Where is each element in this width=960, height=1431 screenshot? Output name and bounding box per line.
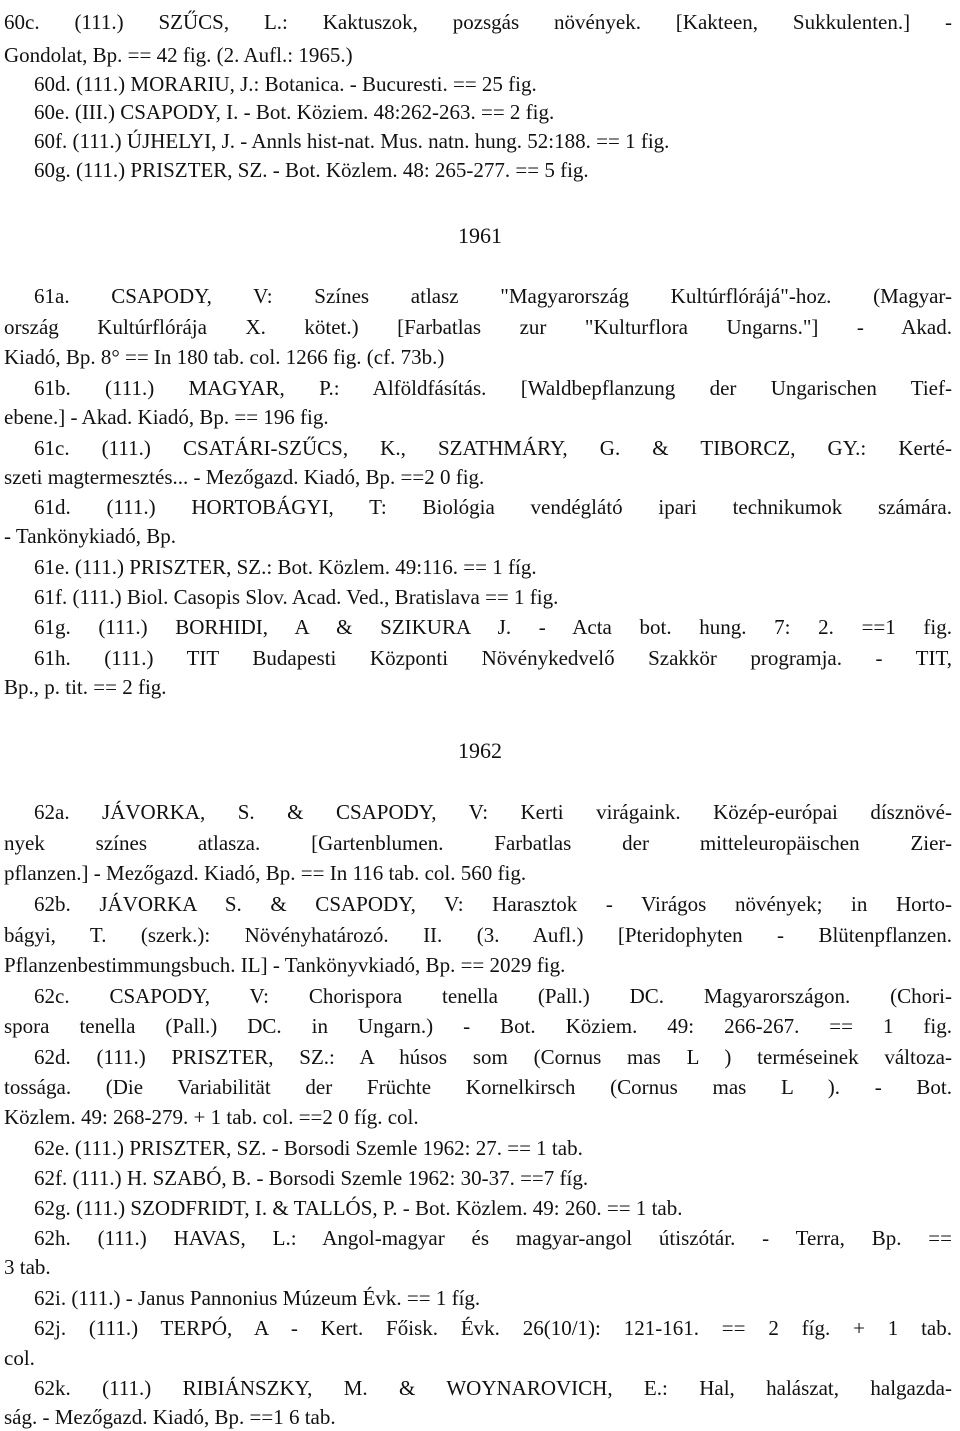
entry-line: 61b. (111.) MAGYAR, P.: Alföldfásítás. [Waldbepflanzung der Ungarischen Tief-	[34, 376, 952, 400]
entry-line: Közlem. 49: 268-279. + 1 tab. col. ==2 0 fíg. col.	[4, 1105, 419, 1129]
entry-line: 60c. (111.) SZŰCS, L.: Kaktuszok, pozsgás növények. [Kakteen, Sukkulenten.] -	[4, 10, 952, 34]
entry-line: 62f. (111.) H. SZABÓ, B. - Borsodi Szemle 1962: 30-37. ==7 fíg.	[34, 1166, 589, 1190]
entry-line: 3 tab.	[4, 1255, 51, 1279]
entry-line: pflanzen.] - Mezőgazd. Kiadó, Bp. == In 116 tab. col. 560 fig.	[4, 861, 527, 885]
entry-line: ebene.] - Akad. Kiadó, Bp. == 196 fig.	[4, 405, 329, 429]
entry-line: 62j. (111.) TERPÓ, A - Kert. Főisk. Évk. 26(10/1): 121-161. == 2 fíg. + 1 tab.	[34, 1316, 952, 1340]
entry-line: col.	[4, 1346, 35, 1370]
entry-line: 61g. (111.) BORHIDI, A & SZIKURA J. - Acta bot. hung. 7: 2. ==1 fig.	[34, 615, 952, 639]
entry-line: 61e. (111.) PRISZTER, SZ.: Bot. Közlem. 49:116. == 1 fíg.	[34, 555, 537, 579]
entry-line: 62h. (111.) HAVAS, L.: Angol-magyar és magyar-angol útiszótár. - Terra, Bp. ==	[34, 1226, 952, 1250]
entry-line: 60g. (111.) PRISZTER, SZ. - Bot. Közlem. 48: 265-277. == 5 fig.	[34, 158, 589, 182]
entry-line: ország Kultúrflórája X. kötet.) [Farbatlas zur "Kulturflora Ungarns."] - Akad.	[4, 315, 952, 339]
entry-line: - Tankönykiadó, Bp.	[4, 524, 176, 548]
entry-line: nyek színes atlasza. [Gartenblumen. Farbatlas der mitteleuropäischen Zier-	[4, 831, 952, 855]
entry-line: 62i. (111.) - Janus Pannonius Múzeum Évk. == 1 fíg.	[34, 1286, 481, 1310]
year-heading: 1962	[458, 738, 502, 763]
entry-line: Gondolat, Bp. == 42 fig. (2. Aufl.: 1965.)	[4, 43, 353, 67]
entry-line: szeti magtermesztés... - Mezőgazd. Kiadó, Bp. ==2 0 fig.	[4, 465, 485, 489]
year-heading: 1961	[458, 223, 502, 248]
entry-line: 62g. (111.) SZODFRIDT, I. & TALLÓS, P. - Bot. Közlem. 49: 260. == 1 tab.	[34, 1196, 683, 1220]
entry-line: 60e. (III.) CSAPODY, I. - Bot. Köziem. 48:262-263. == 2 fig.	[34, 100, 555, 124]
entry-line: Bp., p. tit. == 2 fig.	[4, 675, 167, 699]
entry-line: bágyi, T. (szerk.): Növényhatározó. II. (3. Aufl.) [Pteridophyten - Blütenpflanzen.	[4, 923, 952, 947]
entry-line: 62c. CSAPODY, V: Chorispora tenella (Pall.) DC. Magyarországon. (Chori-	[34, 984, 952, 1008]
entry-line: Pflanzenbestimmungsbuch. IL] - Tankönyvkiadó, Bp. == 2029 fig.	[4, 953, 566, 977]
entry-line: Kiadó, Bp. 8° == In 180 tab. col. 1266 fig. (cf. 73b.)	[4, 345, 445, 369]
entry-line: tossága. (Die Variabilität der Früchte Kornelkirsch (Cornus mas L ). - Bot.	[4, 1075, 952, 1099]
entry-line: ság. - Mezőgazd. Kiadó, Bp. ==1 6 tab.	[4, 1405, 336, 1429]
entry-line: 61h. (111.) TIT Budapesti Központi Növénykedvelő Szakkör programja. - TIT,	[34, 646, 952, 670]
entry-line: 60d. (111.) MORARIU, J.: Botanica. - Bucuresti. == 25 fig.	[34, 72, 537, 96]
entry-line: 62k. (111.) RIBIÁNSZKY, M. & WOYNAROVICH, E.: Hal, halászat, halgazda-	[34, 1376, 952, 1400]
entry-line: 61d. (111.) HORTOBÁGYI, T: Biológia vendéglátó ipari technikumok számára.	[34, 495, 952, 519]
entry-line: 61a. CSAPODY, V: Színes atlasz "Magyarország Kultúrflórájá"-hoz. (Magyar-	[34, 284, 952, 308]
entry-line: 60f. (111.) ÚJHELYI, J. - Annls hist-nat. Mus. natn. hung. 52:188. == 1 fig.	[34, 129, 670, 153]
entry-line: 62d. (111.) PRISZTER, SZ.: A húsos som (Cornus mas L ) terméseinek változa-	[34, 1045, 952, 1069]
entry-line: 61c. (111.) CSATÁRI-SZŰCS, K., SZATHMÁRY, G. & TIBORCZ, GY.: Kerté-	[34, 436, 952, 460]
entry-line: 62b. JÁVORKA S. & CSAPODY, V: Harasztok - Virágos növények; in Horto-	[34, 892, 952, 916]
entry-line: 62a. JÁVORKA, S. & CSAPODY, V: Kerti virágaink. Közép-európai dísznövé-	[34, 800, 952, 824]
entry-line: 61f. (111.) Biol. Casopis Slov. Acad. Ved., Bratislava == 1 fig.	[34, 585, 559, 609]
entry-line: spora tenella (Pall.) DC. in Ungarn.) - Bot. Köziem. 49: 266-267. == 1 fig.	[4, 1014, 952, 1038]
entry-line: 62e. (111.) PRISZTER, SZ. - Borsodi Szemle 1962: 27. == 1 tab.	[34, 1136, 583, 1160]
